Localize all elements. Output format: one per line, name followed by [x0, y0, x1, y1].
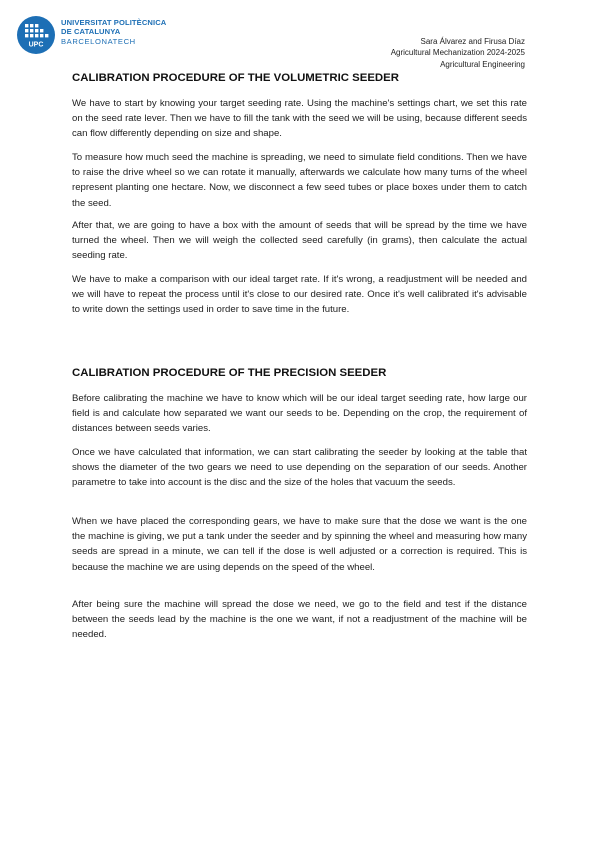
university-logo: [17, 16, 166, 54]
section-title-precision: CALIBRATION PROCEDURE OF THE PRECISION SEEDER: [72, 367, 387, 379]
paragraph: After being sure the machine will spread the dose we need, we go to the field and test if the distance between the seeds lead by the machine is the one we want, if not a readjustment of the machine will be needed.: [72, 599, 527, 641]
paragraph: Once we have calculated that information, we can start calibrating the seeder by looking at the table that shows the diameter of the two gears we need to use depending on the separation of our seeds. Another parametre to take into account is the disc and the size of the holes that vacuum the seeds.: [72, 447, 527, 489]
logo-line-3: BARCELONATECH: [61, 36, 136, 46]
header-course: Agricultural Mechanization 2024-2025: [390, 48, 525, 58]
paragraph: After that, we are going to have a box with the amount of seeds that will be spread by the time we have turned the wheel. Then we will weigh the collected seed carefully (in grams), then calculate the actual seeding rate.: [72, 220, 527, 262]
logo-line-1: UNIVERSITAT POLITÈCNICA: [61, 18, 167, 27]
upc-logo-icon: [17, 16, 55, 54]
logo-mark-text: UPC: [28, 41, 44, 49]
paragraph: We have to make a comparison with our ideal target rate. If it's wrong, a readjustment will be needed and we will have to repeat the process until it's close to our desired rate. Once it's well calibrated it's advisable to write down the settings used in order to save time in the future.: [72, 274, 527, 316]
paragraph: When we have placed the corresponding gears, we have to make sure that the dose we want is the one the machine is giving, we put a tank under the seeder and by spinning the wheel and measuring how many seeds are spread in a minute, we can tell if the dose is well adjusted or a correction is required. This is because the machine we are using depends on the speed of the wheel.: [72, 516, 527, 573]
paragraph: To measure how much seed the machine is spreading, we need to simulate field conditions. Then we have to raise the drive wheel so we can rotate it manually, afterwards we calculate how many turns of the wheel represent planting one hectare. Now, we disconnect a few seed tubes or place boxes under them to catch the seed.: [72, 152, 527, 209]
paragraph: We have to start by knowing your target seeding rate. Using the machine's settings chart, we set this rate on the seed rate lever. Then we have to fill the tank with the seed we will be using, because different seeds can flow differently depending on size and shape.: [72, 98, 527, 140]
section-title-volumetric: CALIBRATION PROCEDURE OF THE VOLUMETRIC SEEDER: [72, 72, 399, 84]
paragraph: Before calibrating the machine we have to know which will be our ideal target seeding rate, how large our field is and calculate how separated we want our seeds to be. Depending on the crop, the requirement of distances between seeds varies.: [72, 393, 527, 435]
header-program: Agricultural Engineering: [440, 59, 525, 69]
header-authors: Sara Álvarez and Firusa Díaz: [420, 37, 525, 46]
logo-line-2: DE CATALUNYA: [61, 27, 121, 37]
logo-wordmark: [61, 18, 166, 46]
document-header: [391, 36, 525, 70]
